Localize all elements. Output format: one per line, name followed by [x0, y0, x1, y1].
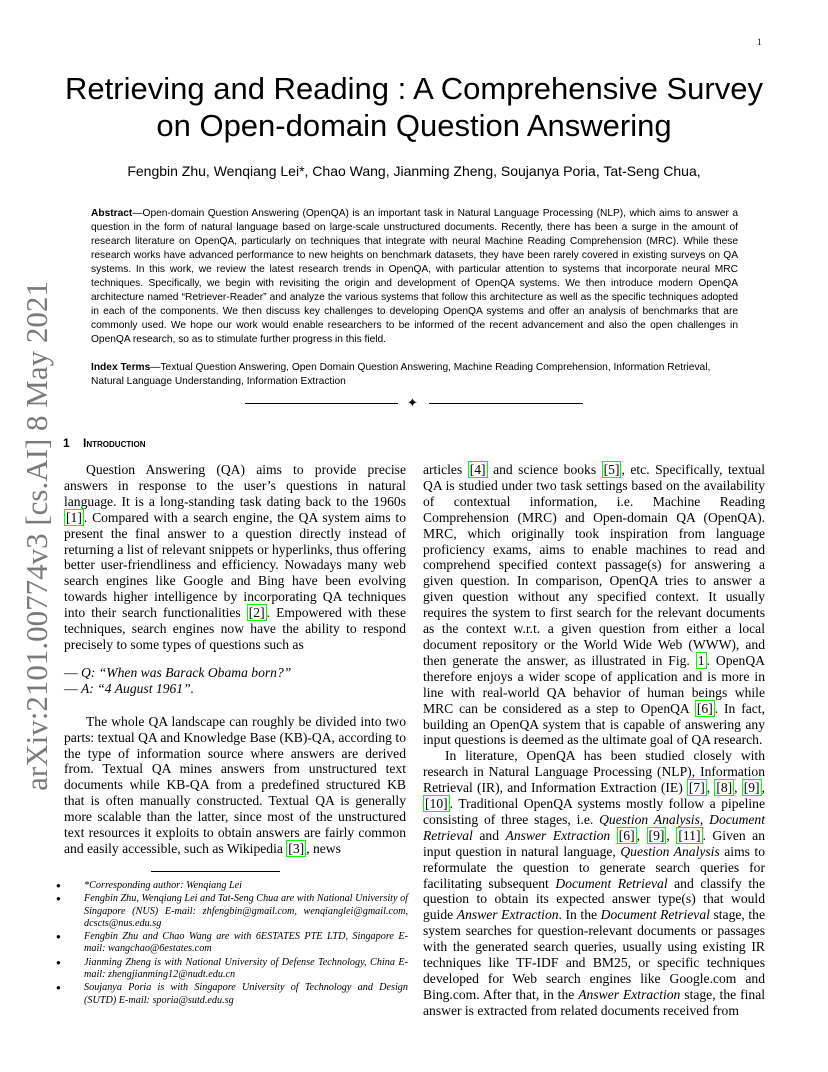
citation-link[interactable]: [5]: [603, 462, 620, 477]
citation-link[interactable]: [9]: [743, 780, 760, 796]
separator-line-right: [429, 403, 583, 404]
bullet-icon: ●: [56, 881, 61, 890]
paragraph: The whole QA landscape can roughly be divided into two parts: textual QA and Knowledge Base (KB)-QA, according to the type of information source where answers are derived from. Textual QA mines answers from unstructured text documents while KB-QA from a predefined structured KB that is often manually constructed. Textual QA is generally more scalable than the latter, since most of the unstructured text resources it exploits to obtain answers are fairly common and easily accessible, such as Wikipedia [3] , news: [64, 713, 406, 856]
separator-diamond-icon: ✦: [407, 395, 418, 410]
abstract-label: Abstract: [91, 208, 133, 219]
abstract: [91, 207, 738, 347]
qa-example-question: — Q: “When was Barack Obama born?”: [64, 664, 292, 680]
index-terms-label: Index Terms: [91, 362, 151, 373]
citation-link[interactable]: [11]: [678, 827, 701, 843]
citation-link[interactable]: [4]: [469, 462, 486, 477]
citation-link[interactable]: [6]: [618, 827, 635, 843]
bullet-icon: ●: [56, 983, 61, 993]
bullet-icon: ●: [56, 957, 61, 967]
footnote: ● *Corresponding author: Wenqiang Lei: [56, 880, 243, 891]
citation-link[interactable]: [1]: [66, 509, 82, 525]
footnotes: [54, 880, 408, 1008]
index-terms-text: —Textual Question Answering, Open Domain Question Answering, Machine Reading Comprehension, Information Retrieval, Natural Language Understanding, Information Extraction: [91, 362, 711, 388]
paragraph: In literature, OpenQA has been studied closely with research in Natural Language Processing (NLP), Information Retrieval (IR), and Information Extraction (IE) [7] , [8] , [9] , [10] . Traditional OpenQA systems mostly follow a pipeline consisting of three stages, i.e. Question Analysis, Document Retrieval and Answer Extraction [6] , [9] , [11] . Given an input question in natural language, Question Analysis aims to reformulate the question to generate search queries for facilitating subsequent Document Retrieval and classify the question to obtain its expected answer type(s) that would guide Answer Extraction. In the Document Retrieval stage, the system searches for question-relevant documents or passages with the generated search queries, usually using existing IR techniques like TF-IDF and BM25, or specific techniques developed for Web search engines like Google.com and Bing.com. After that, in the Answer Extraction stage, the final answer is extracted from related documents received from: [423, 748, 766, 1018]
footnote-rule: [151, 871, 280, 872]
separator-line-left: [245, 403, 398, 404]
citation-link[interactable]: [3]: [288, 840, 305, 856]
citation-link[interactable]: [6]: [696, 700, 713, 716]
section-title: Introduction: [83, 436, 146, 450]
arxiv-identifier: arXiv:2101.00774v3 [cs.AI] 8 May 2021: [19, 281, 54, 791]
footnote: ● Jianming Zheng is with National University of Defense Technology, China E-mail: zhengjianming12@nudt.edu.cn: [56, 956, 408, 981]
paper-title: Retrieving and Reading : A Comprehensive Survey on Open-domain Question Answering: [65, 71, 763, 143]
bullet-icon: ●: [56, 932, 61, 942]
citation-link[interactable]: [10]: [425, 796, 448, 812]
figure-link[interactable]: 1: [697, 652, 705, 668]
bullet-icon: ●: [56, 894, 61, 904]
citation-link[interactable]: [8]: [716, 780, 733, 796]
citation-link[interactable]: [2]: [248, 605, 265, 621]
paragraph: Question Answering (QA) aims to provide precise answers in response to the user’s questions in natural language. It is a long-standing task dating back to the 1960s [1] . Compared with a search engine, the QA system aims to present the final answer to a question directly instead of returning a list of relevant snippets or hyperlinks, thus offering better user-friendliness and efficiency. Nowadays many web search engines like Google and Bing have been evolving towards higher intelligence by incorporating QA techniques into their search functionalities [2] . Empowered with these techniques, search engines now have the ability to respond precisely to some types of questions such as: [64, 462, 406, 652]
paragraph: articles [4] and science books [5] , etc. Specifically, textual QA is studied under two task settings based on the availability of contextual information, i.e. Machine Reading Comprehension (MRC) and Open-domain QA (OpenQA). MRC, which originally took inspiration from language proficiency exams, aims to enable machines to read and comprehend specified context passage(s) for answering a given question. In comparison, OpenQA tries to answer a given question without any specified context. It usually requires the system to first search for the relevant documents as the context w.r.t. a given question from either a local document repository or the World Wide Web (WWW), and then generate the answer, as illustrated in Fig. 1 . OpenQA therefore enjoys a wider scope of application and is more in line with real-world QA behavior of human beings while MRC can be considered as a step to OpenQA [6] . In fact, building an OpenQA system that is capable of answering any input questions is deemed as the ultimate goal of QA research.: [423, 462, 765, 748]
citation-link[interactable]: [7]: [688, 780, 705, 796]
footnote: ● Fengbin Zhu and Chao Wang are with 6ESTATES PTE LTD, Singapore E-mail: wangchao@6estates.com: [56, 931, 408, 955]
index-terms: [91, 361, 738, 389]
citation-link[interactable]: [9]: [648, 827, 665, 843]
qa-example-answer: — A: “4 August 1961”.: [64, 680, 195, 696]
page-number: 1: [757, 37, 762, 47]
right-column: [423, 462, 765, 1019]
abstract-text: —Open-domain Question Answering (OpenQA) is an important task in Natural Language Processing (NLP), which aims to answer a question in the form of natural language based on large-scale unstructured documents. Recently, there has been a surge in the amount of research literature on OpenQA, particularly on techniques that integrate with neural Machine Reading Comprehension (MRC). While these research works have advanced performance to new heights on benchmark datasets, they have been rarely covered in existing surveys on QA systems. In this work, we review the latest research trends in OpenQA, with particular attention to systems that incorporate neural MRC techniques. Specifically, we begin with revisiting the origin and development of OpenQA systems. We then introduce modern OpenQA architecture named “Retriever-Reader” and analyze the various systems that follow this architecture as well as the specific techniques adopted in each of the components. We then discuss key challenges to developing OpenQA systems and offer an analysis of benchmarks that are commonly used. We hope our work would enable researchers to be informed of the recent advancement and also the open challenges in OpenQA research, so as to stimulate further progress in this field.: [91, 208, 738, 346]
author-list: Fengbin Zhu, Wenqiang Lei*, Chao Wang, Jianming Zheng, Soujanya Poria, Tat-Seng Chua,: [127, 163, 701, 179]
section-number: 1: [63, 436, 70, 450]
section-heading: [63, 436, 145, 450]
footnote: ● Fengbin Zhu, Wenqiang Lei and Tat-Seng Chua are with National University of Singapore (NUS) E-mail: zhfengbin@gmail.com, wenqianglei@gmail.com, dcscts@nus.edu.sg: [56, 893, 408, 929]
footnote: ● Soujanya Poria is with Singapore University of Technology and Design (SUTD) E-mail: sporia@sutd.edu.sg: [56, 982, 408, 1006]
left-column: [64, 462, 406, 857]
